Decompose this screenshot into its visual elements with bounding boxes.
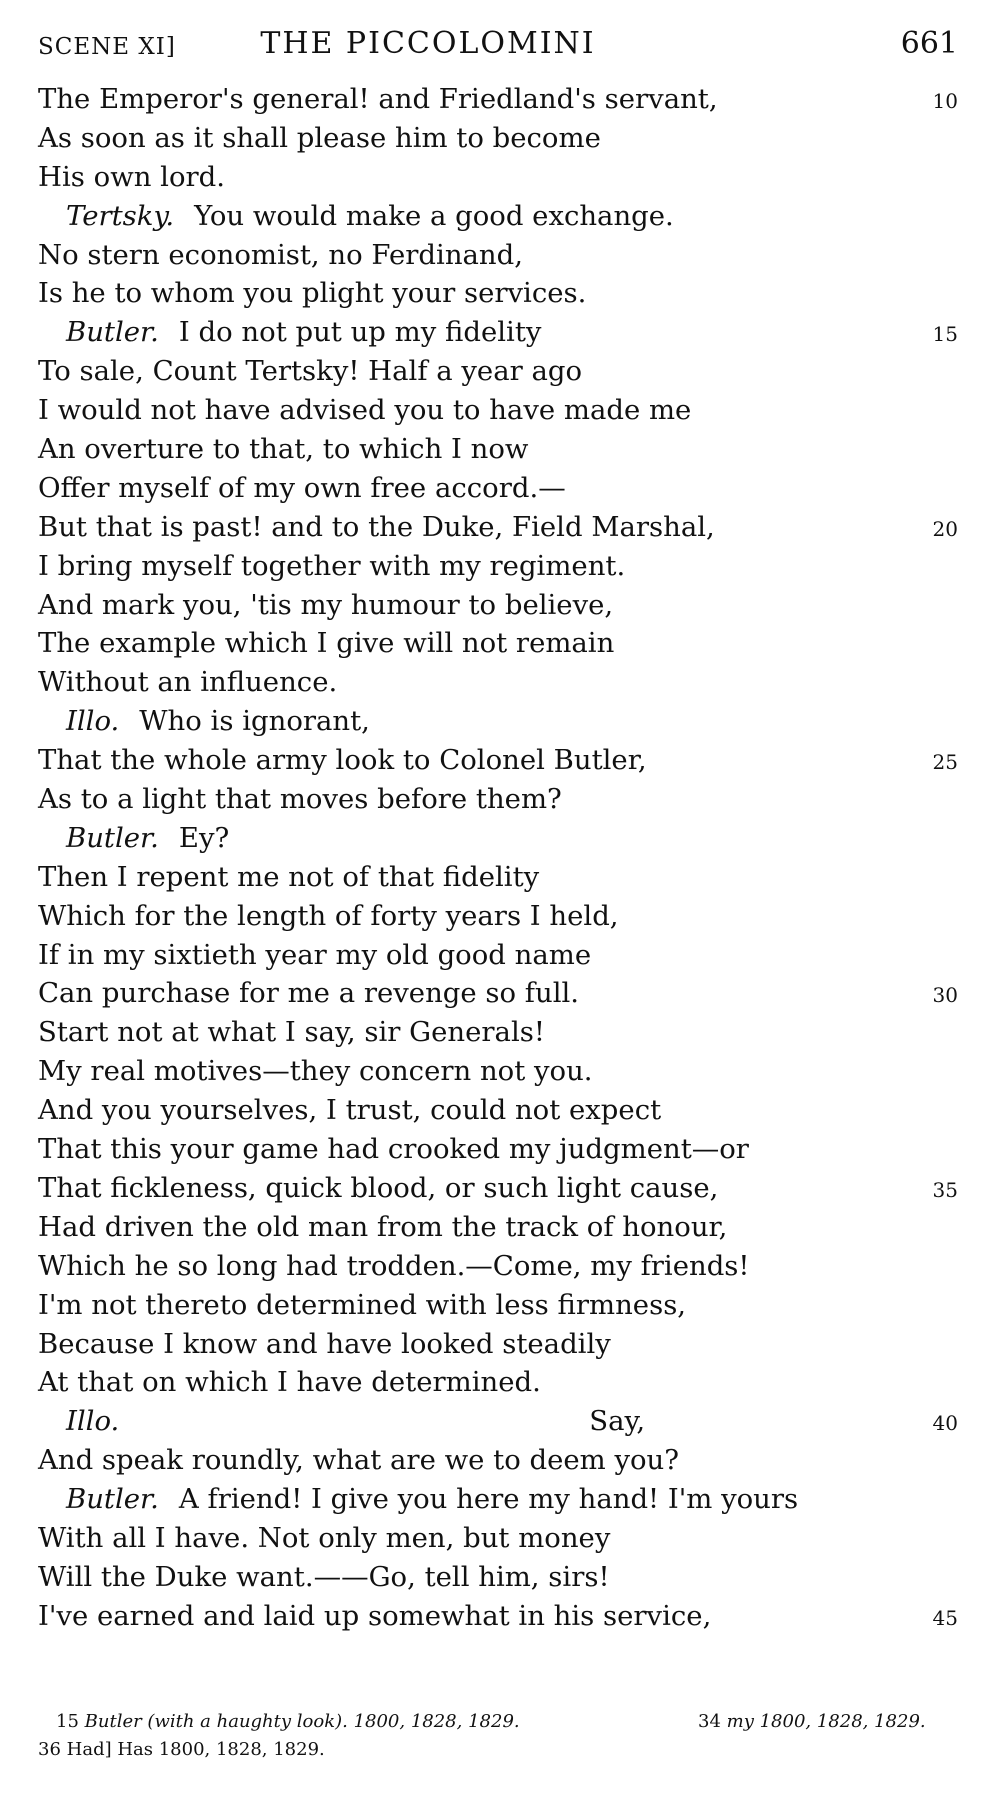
footnote-15: 15 Butler (with a haughty look). 1800, 1828, 1829. [56,1711,520,1732]
verse-line [38,663,958,702]
verse-line [38,1519,958,1558]
verse-line [38,1441,958,1480]
verse-line [38,1480,958,1519]
verse-text: As soon as it shall please him to become [38,121,601,154]
verse-line [38,391,958,430]
line-number: 30 [932,983,958,1008]
verse-text: As to a light that moves before them? [38,783,562,816]
verse-text: And you yourselves, I trust, could not expect [38,1094,662,1127]
line-number: 15 [932,322,958,347]
verse-line [38,547,958,586]
verse-line [38,1402,958,1441]
line-number: 25 [932,750,958,775]
footnote-34: 34 my 1800, 1828, 1829. [698,1711,926,1732]
verse-text: That the whole army look to Colonel Butler, [38,744,647,777]
verse-text: With all I have. Not only men, but money [38,1521,611,1554]
verse-text: Offer myself of my own free accord.— [38,471,566,504]
verse-text: Can purchase for me a revenge so full. [38,977,580,1010]
line-number: 10 [932,89,958,113]
verse-text: A friend! I give you here my hand! I'm yours [178,1483,799,1516]
verse-text: Because I know and have looked steadily [38,1327,611,1360]
verse-line [38,1325,958,1364]
verse-line [38,1169,958,1208]
verse-line [38,1597,958,1636]
footnote-36: 36 Had] Has 1800, 1828, 1829. [38,1739,325,1760]
verse-line [38,158,958,197]
verse-line [38,974,958,1013]
line-number: 45 [932,1605,958,1630]
line-number: 35 [932,1177,958,1202]
line-number: 20 [932,516,958,541]
verse-text: The Emperor's general! and Friedland's servant, [38,83,718,115]
speaker-name: Tertsky. [66,199,175,232]
verse-text: I'm not thereto determined with less firmness, [38,1288,687,1321]
speaker-name: Butler. [66,316,159,349]
verse-line [38,80,958,119]
verse-text: Say, [589,1405,646,1438]
verse-line [38,508,958,547]
verse-block [38,80,958,1636]
footnotes [38,1708,958,1764]
verse-text: Is he to whom you plight your services. [38,277,587,310]
verse-line [38,119,958,158]
verse-text: Ey? [178,821,230,854]
page-title: THE PICCOLOMINI [260,26,596,61]
verse-text: I would not have advised you to have made me [38,394,692,427]
verse-text: And speak roundly, what are we to deem you? [38,1444,680,1477]
verse-line [38,858,958,897]
verse-line [38,897,958,936]
verse-line [38,1013,958,1052]
verse-text: I bring myself together with my regiment. [38,549,626,582]
verse-text: And mark you, 'tis my humour to believe, [38,588,614,621]
speaker-name: Illo. [66,1405,120,1438]
speaker-name: Butler. [66,1483,159,1516]
verse-line [38,624,958,663]
verse-text: His own lord. [38,160,226,193]
verse-text: An overture to that, to which I now [38,433,529,466]
verse-text: At that on which I have determined. [38,1366,541,1399]
verse-text: My real motives—they concern not you. [38,1055,593,1088]
line-number: 40 [932,1411,958,1436]
verse-line [38,1208,958,1247]
verse-text: Then I repent me not of that fidelity [38,860,540,893]
verse-line [38,197,958,236]
verse-text: Which he so long had trodden.—Come, my friends! [38,1249,750,1282]
verse-text: You would make a good exchange. [194,199,674,232]
verse-text: If in my sixtieth year my old good name [38,938,592,971]
verse-line [38,430,958,469]
verse-line [38,702,958,741]
verse-line [38,819,958,858]
verse-line [38,352,958,391]
verse-line [38,1286,958,1325]
speaker-name: Illo. [66,705,120,738]
verse-text: No stern economist, no Ferdinand, [38,238,523,271]
verse-text: Which for the length of forty years I held, [38,899,619,932]
running-header [38,26,958,66]
verse-line [38,313,958,352]
verse-text: I do not put up my fidelity [178,316,542,349]
speaker-name: Butler. [66,821,159,854]
verse-text: I've earned and laid up somewhat in his service, [38,1599,712,1632]
verse-line [38,1052,958,1091]
verse-line [38,1363,958,1402]
verse-text: The example which I give will not remain [38,627,615,660]
verse-line [38,936,958,975]
verse-text: Without an influence. [38,666,338,699]
verse-text: Who is ignorant, [139,705,370,738]
verse-line [38,469,958,508]
verse-line [38,1091,958,1130]
verse-text: Start not at what I say, sir Generals! [38,1016,545,1049]
verse-line [38,1130,958,1169]
verse-text: To sale, Count Tertsky! Half a year ago [38,355,583,388]
verse-line [38,1558,958,1597]
verse-text: But that is past! and to the Duke, Field Marshal, [38,510,715,543]
page-number: 661 [900,26,958,61]
verse-line [38,274,958,313]
verse-text: Will the Duke want.——Go, tell him, sirs! [38,1560,610,1593]
verse-line [38,780,958,819]
verse-text: Had driven the old man from the track of honour, [38,1210,728,1243]
verse-line [38,586,958,625]
verse-text: That this your game had crooked my judgment—or [38,1133,749,1166]
verse-line [38,1247,958,1286]
verse-line [38,741,958,780]
verse-text: That fickleness, quick blood, or such light cause, [38,1171,719,1204]
scene-label: SCENE XI] [38,34,176,60]
verse-line [38,236,958,275]
